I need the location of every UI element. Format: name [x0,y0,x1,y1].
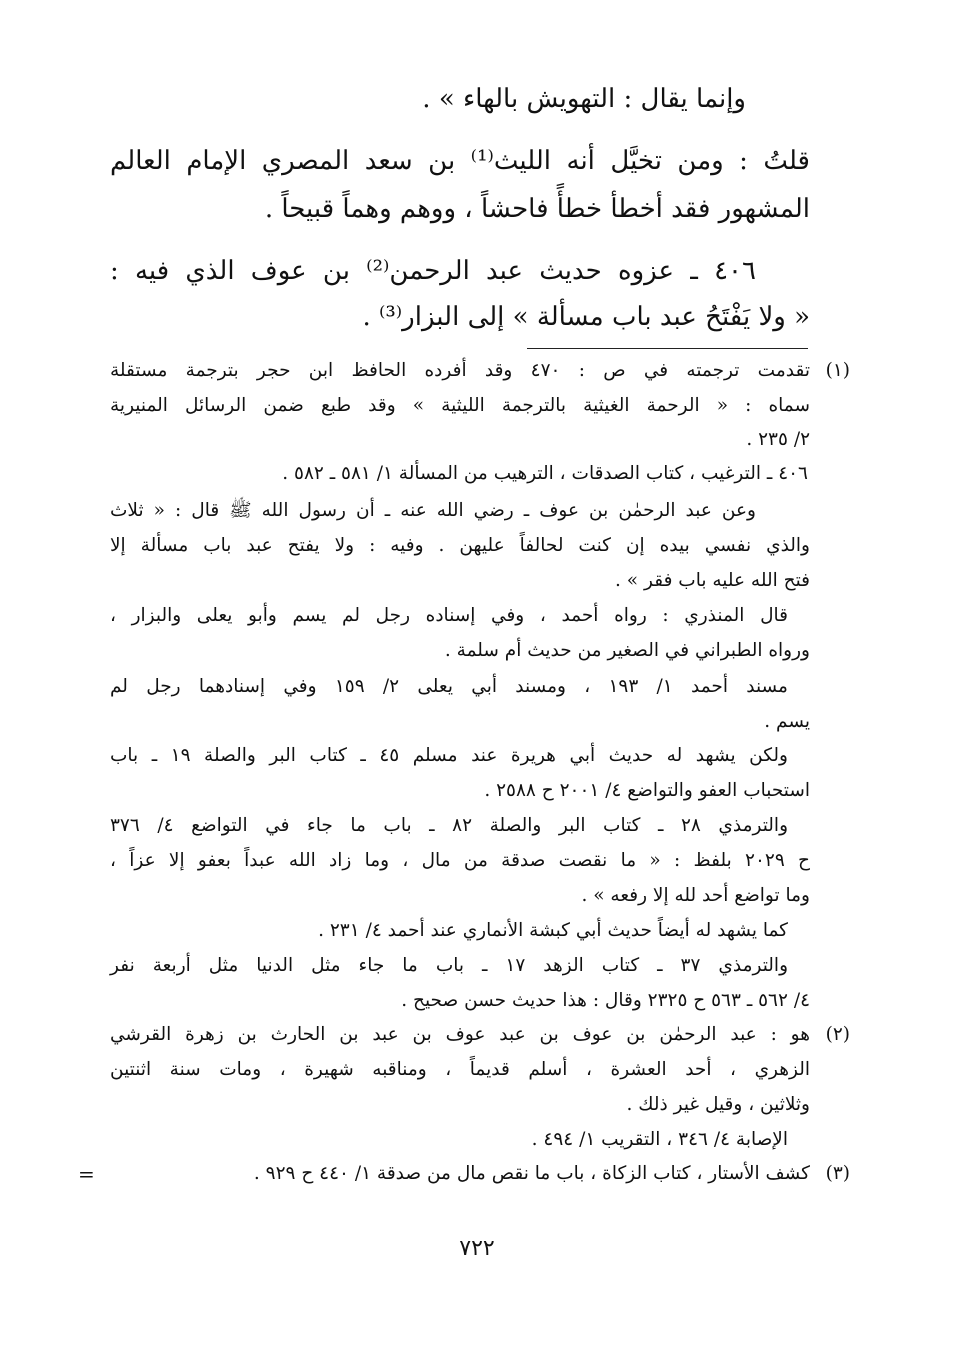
note-406-a-line-2: والذي نفسي بيده إن كنت لحالفاً عليهن . وفيه : ولا يفتح عبد باب مسألة إلا [110,535,810,556]
body-paragraph-2-line-1: قلتُ : ومن تخيَّل أنه الليث⁽¹⁾ بن سعد المصري الإمام العالم [110,146,810,176]
footnote-separator [527,348,808,349]
continuation-mark: = [78,1162,95,1186]
footnote-3-line-1: كشف الأستار ، كتاب الزكاة ، باب ما نقص مال من صدقة ١/ ٤٤٠ ح ٩٢٩ . [253,1163,810,1184]
footnote-2-number: (٢) [825,1024,850,1045]
note-406-a-line-3: فتح الله عليه باب فقر » . [615,570,810,591]
note-406-heading: ٤٠٦ ـ الترغيب ، كتاب الصدقات ، الترهيب من المسألة ١/ ٥٨١ ـ ٥٨٢ . [282,463,808,484]
note-406-c-line-2: يسم . [764,711,810,732]
footnote-2-line-4: الإصابة ٤/ ٣٤٦ ، التقريب ١/ ٤٩٤ . [531,1129,788,1150]
entry-406-line-1: ٤٠٦ ـ عزوه حديث عبد الرحمن⁽²⁾ بن عوف الذي فيه : [110,256,756,286]
note-406-d-line-2: استحباب العفو والتواضع ٤/ ٢٠٠١ ح ٢٥٨٨ . [484,780,810,801]
footnote-2-line-3: وثلاثين ، وقيل غير ذلك . [626,1094,810,1115]
body-paragraph-2-line-2: المشهور فقد أخطأ خطأً فاحشاً ، ووهم وهماً قبيحاً . [264,194,810,224]
page-number: ٧٢٢ [459,1236,495,1261]
footnote-1-line-3: ٢/ ٢٣٥ . [746,429,810,450]
note-406-e-line-2: ح ٢٠٢٩ بلفظ : « ما نقصت صدقة من مال ، وما زاد الله عبداً بعفو إلا عزاً ، [110,850,811,871]
note-406-e-line-1: والترمذي ٢٨ ـ كتاب البر والصلة ٨٢ ـ باب ما جاء في التواضع ٤/ ٣٧٦ [110,815,789,836]
body-line-1: وإنما يقال : التهويش بالهاء » . [422,84,746,114]
footnote-1-number: (١) [825,360,850,381]
footnote-2-line-2: الزهري ، أحد العشرة ، أسلم قديماً ، ومناقبه شهيرة ، ومات سنة اثنتين [110,1059,810,1080]
note-406-b-line-1: قال المنذري : رواه أحمد ، وفي إسناده رجل لم يسم وأبو يعلى والبزار ، [110,605,788,626]
note-406-e-line-3: وما تواضع أحد لله إلا رفعه » . [581,885,810,906]
note-406-a-line-1: وعن عبد الرحمٰن بن عوف ـ رضي الله عنه ـ أن رسول الله ﷺ قال : « ثلاث [110,500,756,521]
entry-406-line-2: « ولا يَفْتَحُ عبد باب مسألة » إلى البزار⁽³⁾ . [362,302,810,332]
note-406-f-line-1: كما يشهد له أيضاً حديث أبي كبشة الأنماري عند أحمد ٤/ ٢٣١ . [318,920,788,941]
footnote-3-number: (٣) [825,1163,850,1184]
footnote-1-line-2: سماه : « الرحمة الغيثية بالترجمة الليثية » وقد طبع ضمن الرسائل المنيرية [110,395,810,416]
note-406-g-line-1: والترمذي ٣٧ ـ كتاب الزهد ١٧ ـ باب ما جاء مثل الدنيا مثل أربعة نفر [110,955,789,976]
note-406-b-line-2: ورواه الطبراني في الصغير من حديث أم سلمة . [444,640,810,661]
footnote-1-line-1: تقدمت ترجمته في ص : ٤٧٠ وقد أفرده الحافظ ابن حجر بترجمة مستقلة [110,360,810,381]
note-406-g-line-2: ٤/ ٥٦٢ ـ ٥٦٣ ح ٢٣٢٥ وقال : هذا حديث حسن صحيح . [401,990,810,1011]
footnote-2-line-1: هو : عبد الرحمٰن بن عوف بن عبد عوف بن عبد بن الحارث بن زهرة القرشي [110,1024,810,1045]
note-406-d-line-1: ولكن يشهد له حديث أبي هريرة عند مسلم ٤٥ ـ كتاب البر والصلة ١٩ ـ باب [110,745,788,766]
note-406-c-line-1: مسند أحمد ١/ ١٩٣ ، ومسند أبي يعلى ٢/ ١٥٩ وفي إسنادهما رجل لم [110,676,788,697]
